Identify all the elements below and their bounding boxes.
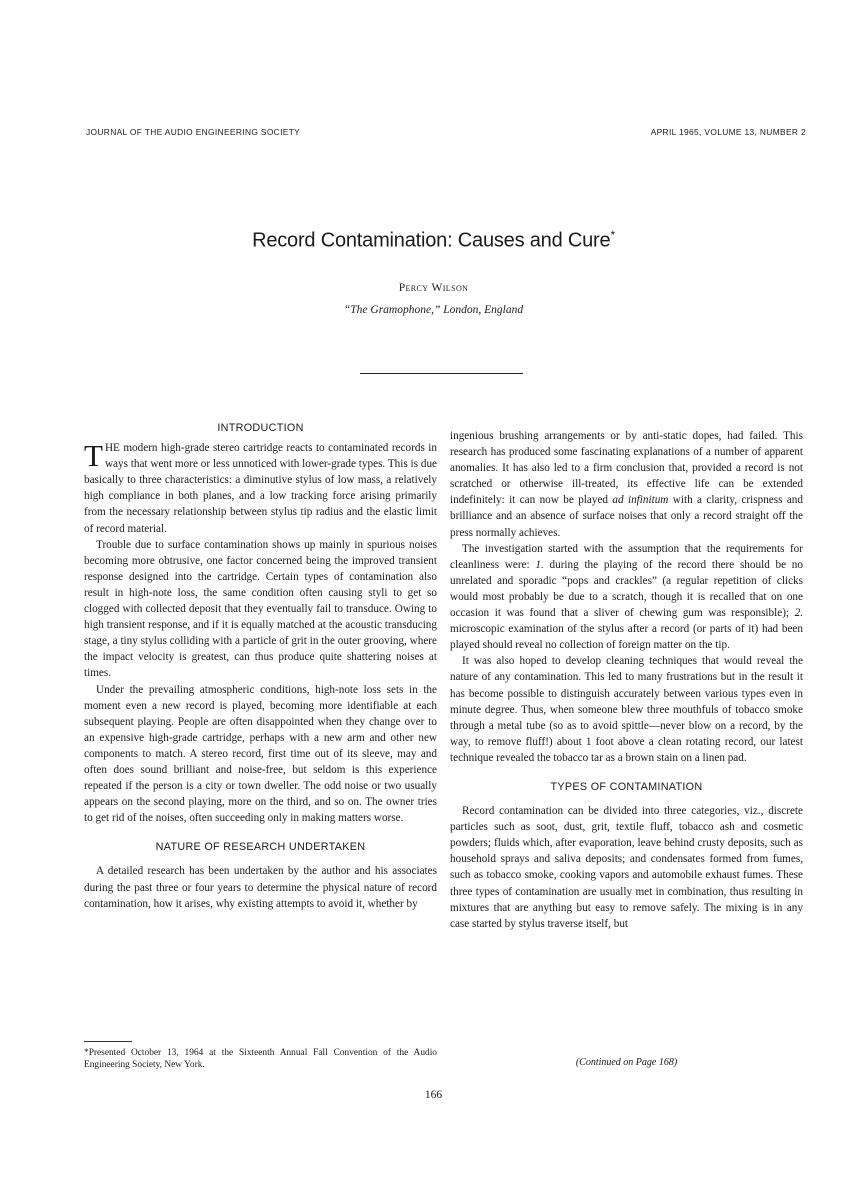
- drop-cap: T: [84, 438, 103, 474]
- continued-paragraph-2-a: The investigation started with the assumption that the requirements for cleanliness were:: [450, 542, 803, 571]
- continued-paragraph-2-c: microscopic examination of the stylus after a record (or parts of it) had been played should reveal no collection of foreign matter on the tip.: [450, 623, 803, 652]
- running-header: [86, 127, 806, 141]
- continued-paragraph-1-a: ingenious brushing arrangements or by anti-static dopes, had failed. This research has produced some fascinating explanations of a number of apparent anomalies. It has also led to a firm conclusion that, provided a record is not scratched or otherwise ill-treated, its effective life can be extended indefinitely: it can now be played: [450, 430, 803, 507]
- intro-paragraph-2: Trouble due to surface contamination shows up mainly in spurious noises becoming more obtrusive, one factor concerned being the improved transient response designed into the cartridge. Certain types of contamination also result in high-note loss, the same condition often causing styli to get so clogged with collected deposit that they eventually fail to transduce. Owing to high transient response, and if it is equally matched at the acoustic transducing stage, a tiny stylus colliding with a particle of grit in the outer grooving, where the impact velocity is greatest, can thus produce quite shattering noises at times.: [84, 538, 437, 680]
- author-affiliation: “The Gramophone,” London, England: [343, 304, 524, 316]
- continued-paragraph-1: [450, 428, 803, 541]
- continued-paragraph-3: It was also hoped to develop cleaning techniques that would reveal the nature of any contamination. This led to many frustrations but in the result it has become possible to distinguish accurately between various types even in minute degree. Thus, when someone blew three mouthfuls of tobacco smoke through a metal tube (so as to avoid spittle—never blow on a record, by the way, to remove fluff!) about 1 foot above a clean rotating record, our latest technique revealed the tobacco tar as a brown stain on a linen pad.: [450, 655, 803, 764]
- section-heading-introduction: INTRODUCTION: [217, 422, 304, 434]
- continued-paragraph-1-b: with a clarity, crispness and brilliance and an absence of surface noises that only a record straight off the press normally achieves.: [450, 494, 803, 539]
- footnote: *Presented October 13, 1964 at the Sixteenth Annual Fall Convention of the Audio Engineering Society, New York.: [84, 1048, 437, 1071]
- left-column: [84, 420, 437, 912]
- continued-paragraph-2: [450, 541, 803, 654]
- nature-paragraph-1: A detailed research has been undertaken by the author and his associates during the past three or four years to determine the physical nature of record contamination, how it arises, why existing attempts to avoid it, whether by: [84, 865, 437, 910]
- section-heading-nature: NATURE OF RESEARCH UNDERTAKEN: [155, 841, 366, 854]
- issue-info: APRIL 1965, VOLUME 13, NUMBER 2: [650, 127, 806, 137]
- page-number: 166: [424, 1089, 443, 1101]
- list-number-2: 2.: [794, 607, 803, 620]
- continued-note: (Continued on Page 168): [575, 1057, 678, 1068]
- types-paragraph-1: Record contamination can be divided into three categories, viz., discrete particles such as soot, dust, grit, textile fluff, tobacco ash and cosmetic powders; fluids which, after evaporation, leave behind crusty deposits, such as household sprays and saliva deposits; and condensates formed from fumes, such as tobacco smoke, cooking vapors and automobile exhaust fumes. These three types of contamination are usually met in combination, thus resulting in mixtures that are anything but easy to remove safely. The mixing is in any case started by stylus traverse itself, but: [450, 805, 803, 930]
- section-heading-types: TYPES OF CONTAMINATION: [550, 780, 703, 793]
- title-divider: [360, 373, 523, 374]
- footnote-rule: [84, 1041, 132, 1042]
- right-column: [450, 428, 803, 932]
- continued-paragraph-2-b: during the playing of the record there should be no unrelated and sporadic “pops and crackles” (a regular repetition of clicks would most probably be due to a scratch, though it is recalled that on one occasion it was found that a sliver of chewing gum was responsible);: [450, 558, 803, 620]
- author-name: Percy Wilson: [398, 282, 469, 294]
- article-title: [0, 228, 867, 253]
- intro-paragraph-3: Under the prevailing atmospheric conditions, high-note loss sets in the moment even a new record is played, becoming more identifiable at each subsequent playing. People are often disappointed when they change over to an expensive high-grade cartridge, perhaps with a new arm and other new components to match. A stereo record, first time out of its sleeve, may and often does sound brilliant and noise-free, but seldom is this experience repeated if the person is a city or town dweller. The odd noise or two usually appears on the second playing, more on the third, and so on. The owner tries to get rid of the noises, often succeeding only in making matters worse.: [84, 683, 437, 825]
- intro-paragraph-1: [84, 440, 437, 537]
- intro-paragraph-1-text: HE modern high-grade stereo cartridge reacts to contaminated records in ways that went more or less unnoticed with lower-grade types. This is due basically to three characteristics: a diminutive stylus of low mass, a relatively high compliance in both planes, and a low tracking force arising primarily from the necessary relationship between stylus tip radius and the elastic limit of record material.: [84, 442, 437, 535]
- list-number-1: 1.: [535, 558, 544, 571]
- article-title-text: Record Contamination: Causes and Cure: [252, 229, 611, 252]
- journal-name: JOURNAL OF THE AUDIO ENGINEERING SOCIETY: [86, 127, 301, 137]
- title-footnote-mark: *: [610, 228, 615, 242]
- continued-paragraph-1-italic: ad infinitum: [612, 494, 669, 507]
